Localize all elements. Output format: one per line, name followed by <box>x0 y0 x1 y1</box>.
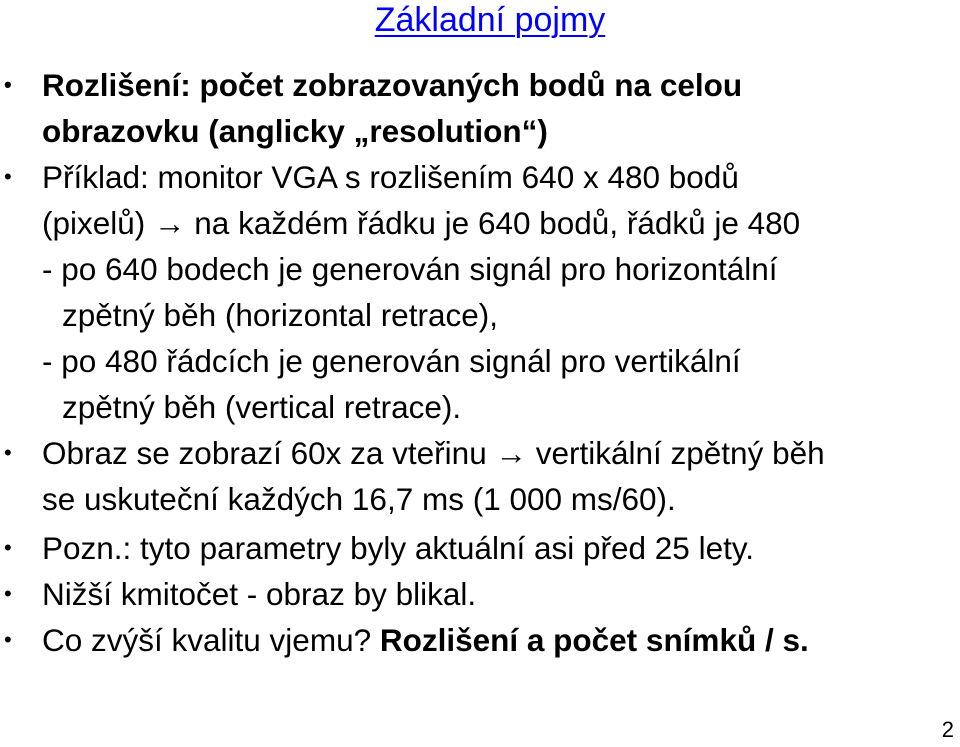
list-item-text: zpětný běh (vertical retrace). <box>62 389 462 425</box>
list-item-text: Rozlišení: počet zobrazovaných bodů na celou <box>42 67 743 103</box>
list-item <box>0 430 960 476</box>
list-item-text <box>42 617 809 663</box>
bullet-icon: • <box>4 627 12 652</box>
list-item <box>0 571 960 617</box>
list-item-text: obrazovku (anglicky „resolution“) <box>42 113 548 149</box>
list-item-text: Pozn.: tyto parametry byly aktuální asi před 25 lety. <box>42 530 755 566</box>
page-number: 2 <box>941 717 954 742</box>
list-item-text: Nižší kmitočet - obraz by blikal. <box>42 576 477 612</box>
bullet-icon: • <box>4 535 12 560</box>
list-item-text: Příklad: monitor VGA s rozlišením 640 x 480 bodů <box>42 159 739 195</box>
question-text: Co zvýší kvalitu vjemu? <box>42 622 372 658</box>
list-item-text: (pixelů) → na každém řádku je 640 bodů, řádků je 480 <box>42 205 801 241</box>
list-item-text: se uskuteční každých 16,7 ms (1 000 ms/60). <box>42 481 676 517</box>
list-item-text: - po 640 bodech je generován signál pro horizontální <box>42 251 778 287</box>
answer-text: Rozlišení a počet snímků / s. <box>371 622 809 658</box>
list-item-text: Obraz se zobrazí 60x za vteřinu → vertikální zpětný běh <box>42 435 825 471</box>
list-item <box>0 617 960 663</box>
list-item-text: - po 480 řádcích je generován signál pro vertikální <box>42 343 741 379</box>
list-item <box>0 154 960 200</box>
bullet-icon: • <box>4 440 12 465</box>
list-item-continuation <box>0 200 960 246</box>
list-item-continuation <box>0 338 960 384</box>
bullet-icon: • <box>4 72 12 97</box>
list-item-continuation <box>0 384 960 430</box>
list-item <box>0 525 960 571</box>
list-item <box>0 62 960 108</box>
slide-content <box>0 62 960 663</box>
list-item-continuation <box>0 476 960 522</box>
slide-title: Základní pojmy <box>374 1 606 39</box>
list-item-continuation <box>0 108 960 154</box>
bullet-icon: • <box>4 164 12 189</box>
list-item-continuation <box>0 246 960 292</box>
list-item-text: zpětný běh (horizontal retrace), <box>62 297 498 333</box>
bullet-icon: • <box>4 581 12 606</box>
list-item-continuation <box>0 292 960 338</box>
